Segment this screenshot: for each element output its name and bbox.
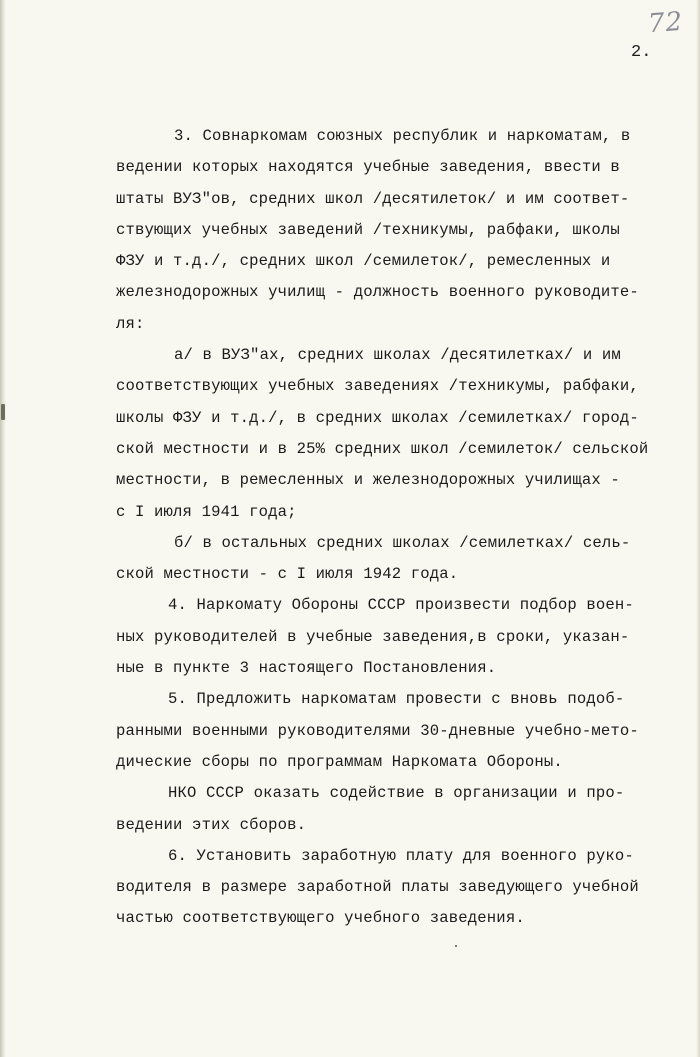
- text-line: ведении этих сборов.: [116, 815, 307, 834]
- text-line: ФЗУ и т.д./, средних школ /семилеток/, ремесленных и: [116, 252, 611, 271]
- page-right-edge: [696, 0, 700, 1057]
- page-left-edge: [0, 0, 6, 1057]
- text-line: местности, в ремесленных и железнодорожных училищах -: [116, 471, 620, 490]
- text-line: 6. Установить заработную плату для военного руко-: [168, 846, 634, 865]
- text-line: дические сборы по программам Наркомата Обороны.: [116, 752, 563, 771]
- text-line: б/ в остальных средних школах /семилетках/ сель-: [174, 533, 631, 552]
- text-line: НКО СССР оказать содействие в организации и про-: [168, 784, 625, 803]
- text-line: ствующих учебных заведений /техникумы, рабфаки, школы: [116, 220, 620, 239]
- text-line: ской местности - с I июля 1942 года.: [116, 565, 459, 584]
- text-line: частью соответствующего учебного заведения.: [116, 909, 525, 928]
- text-line: ранными военными руководителями 30-дневные учебно-мето-: [116, 721, 639, 740]
- text-line: 5. Предложить наркоматам провести с вновь подоб-: [168, 690, 625, 709]
- text-line: с I июля 1941 года;: [116, 502, 297, 521]
- text-line: ской местности и в 25% средних школ /семилеток/ сельской: [116, 439, 649, 458]
- text-line: железнодорожных училищ - должность военного руководите-: [116, 283, 639, 302]
- text-line: штаты ВУЗ"ов, средних школ /десятилеток/ и им соответ-: [116, 189, 630, 208]
- text-line: 3. Совнаркомам союзных республик и наркоматам, в: [174, 127, 631, 145]
- document-body: [116, 121, 696, 935]
- text-line: школы ФЗУ и т.д./, в средних школах /семилетках/ город-: [116, 408, 639, 427]
- text-line: а/ в ВУЗ"ах, средних школах /десятилетках/ и им: [174, 346, 621, 365]
- text-line: ные в пункте 3 настоящего Постановления.: [116, 659, 497, 678]
- text-line: 4. Наркомату Обороны СССР произвести подбор воен-: [168, 596, 634, 615]
- text-line: ля:: [116, 314, 145, 333]
- typed-page-number: 2.: [631, 43, 652, 62]
- ink-speck: [455, 945, 457, 947]
- text-line: ных руководителей в учебные заведения,в сроки, указан-: [116, 627, 630, 646]
- text-line: ведении которых находятся учебные заведения, ввести в: [116, 158, 620, 177]
- text-line: соответствующих учебных заведениях /техникумы, рабфаки,: [116, 377, 639, 396]
- binding-mark: [1, 404, 5, 420]
- handwritten-page-number: 72: [646, 6, 685, 40]
- text-line: водителя в размере заработной платы заведующего учебной: [116, 878, 639, 897]
